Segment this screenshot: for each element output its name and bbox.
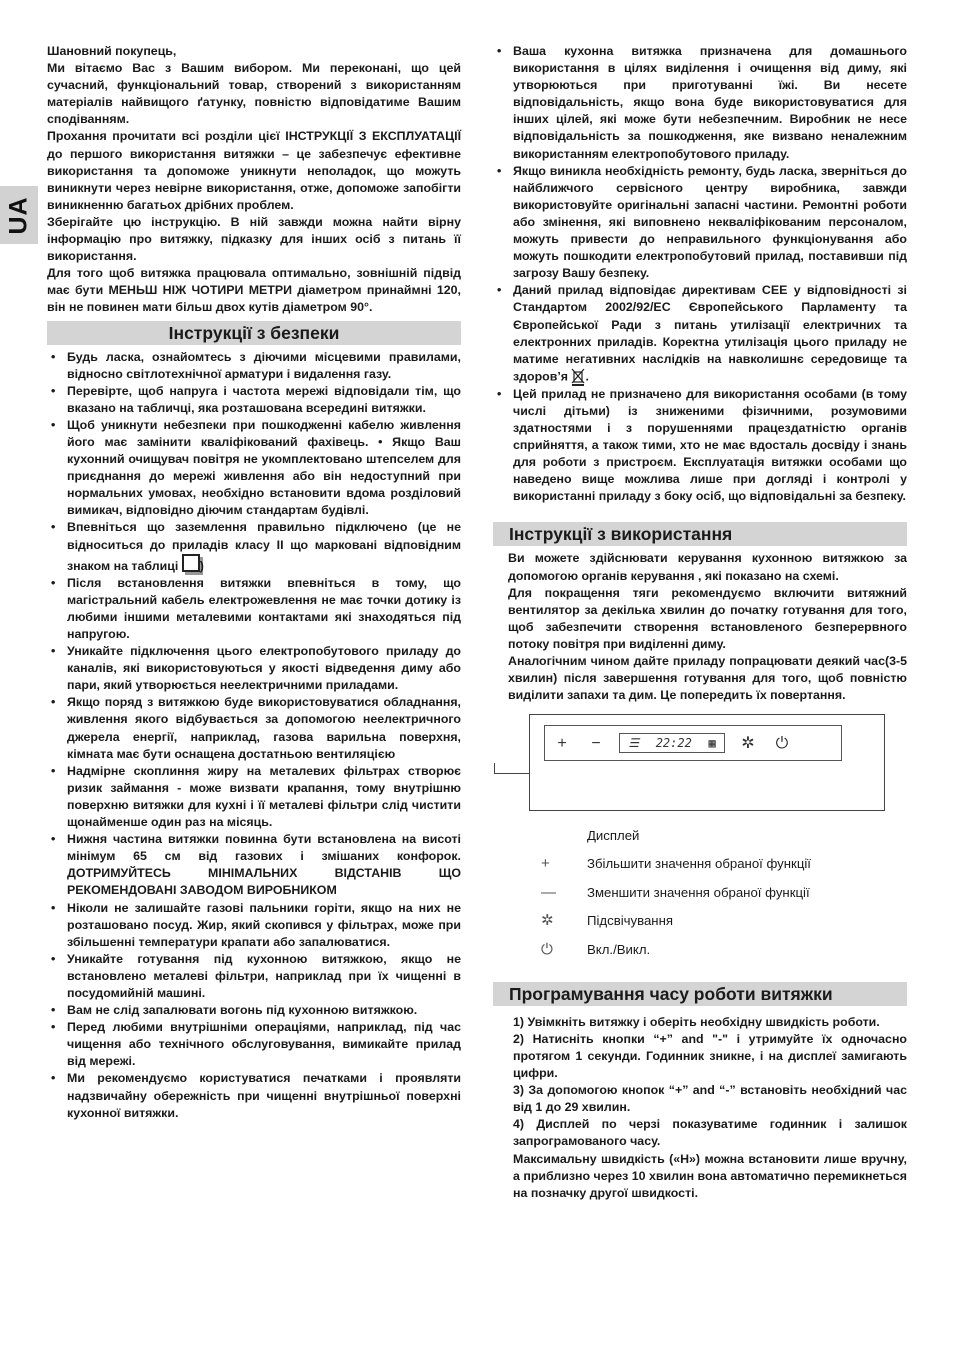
intro-paragraph: Ми вітаємо Вас з Вашим вибором. Ми переконані, що цей сучасний, функціональний товар, створений з використанням матеріалів найвищого ґатунку, повністю відповідатиме Вашим сподіванням. (47, 61, 461, 127)
programming-text (493, 1014, 907, 1202)
power-icon: ⏻ (541, 940, 553, 958)
language-code: UA (4, 195, 33, 235)
legend-item (541, 907, 907, 936)
minus-icon: — (541, 883, 556, 901)
list-item: • Уникайте готування під кухонною витяжкою, якщо не встановлено металеві фільтри, наприклад при їх чищенні в посудомийній машині. (47, 951, 461, 1002)
greeting: Шановний покупець, (47, 44, 177, 58)
legend-item (541, 935, 907, 964)
list-item: • Даний прилад відповідає директивам CEE у відповідності зі Стандартом 2002/92/EC Європейського Парламенту та Європейської Ради з питань утилізації електричних та електронних приладів. Коректна утилізація цього приладу не матиме негативних наслідків на навколишнє середовище та здоров’я . (493, 282, 907, 385)
programming-heading: Програмування часу роботи витяжки (493, 982, 907, 1006)
legend-power: Вкл./Викл. (587, 941, 651, 957)
legend-item (541, 878, 907, 907)
intro-paragraph: Прохання прочитати всі розділи цієї ІНСТРУКЦІЇ З ЕКСПЛУАТАЦІЇ до першого використання витяжки – це забезпечує ефективне використання та допоможе уникнути неполадок, що можуть виникнути через невірне використання, отже, допоможе запобігти виникненню багатьох дрібних проблем. (47, 129, 461, 212)
intro-paragraph: Для того щоб витяжка працювала оптимально, зовнішній підвід має бути МЕНЬШ НІЖ ЧОТИРИ МЕТРИ діаметром принаймні 120, він не повинен мати більш двох кутів діаметром 90°. (47, 266, 461, 315)
usage-paragraph: Ви можете здійснювати керування кухонною витяжкою за допомогою органів керування , які показано на схемі. (508, 551, 907, 583)
light-icon: ✲ (541, 912, 554, 930)
plus-icon: + (541, 855, 550, 873)
list-item: • Якщо виникла необхідність ремонту, будь ласка, зверніться до найближчого сервісного центру виробника, завжди використовуйте оригінальні запасні частини. Ремонтні роботи або змінення, які виповнено некваліфікованим персоналом, можуть привести до неправильного функціонування або можуть пошкодити електропобутовий прилад, поставивши під загрозу Вашу безпеку. (493, 163, 907, 283)
recycle-bin-icon (571, 368, 585, 386)
control-panel-diagram (529, 714, 885, 811)
legend-light: Підсвічування (587, 913, 673, 929)
list-item: • Будь ласка, ознайомтесь з діючими місцевими правилами, відносно світлотехнічної арматури і видалення газу. (47, 349, 461, 383)
panel-display (619, 733, 725, 753)
prog-step: 4) Дисплей по черзі показуватиме годинник і залишок запрограмованого часу. (513, 1117, 907, 1149)
list-item: • Нижня частина витяжки повинна бути встановлена на висоті мінімум 65 см від газових і змішаних конфорок. ДОТРИМУЙТЕСЬ МІНІМАЛЬНИХ ВІДСТАНІВ ЩО РЕКОМЕНДОВАНІ ЗАВОДОМ ВИРОБНИКОМ (47, 831, 461, 899)
list-item: • Цей прилад не призначено для використання особами (в тому числі дітьми) із зниженими фізичними, розумовими здатностями і з порушеннями працездатністю органів сприйняття, а також тими, хто не має вдосталь досвіду і знань для роботи з пристроєм. Експлуатація витяжки особами що наведено вище можлива лише при догляді і контролі у використанні приладу з боку осіб, що відповідальні за безпеку. (493, 386, 907, 506)
plus-icon: + (557, 734, 567, 752)
legend-item (541, 850, 907, 879)
power-icon: ⏻ (775, 734, 789, 752)
usage-paragraph: Для покращення тяги рекомендуємо включити витяжний вентилятор за декілька хвилин до початку готування для того, щоб забезпечити створення встановленого безперервного потоку повітря при виділенні диму. (508, 585, 907, 651)
timer-icon: ▦ (708, 735, 716, 750)
list-item: • Перевірте, щоб напруга і частота мережі відповідали тім, що вказано на табличці, яка розташована всередині витяжки. (47, 383, 461, 417)
list-item: • Після встановлення витяжки впевніться в тому, що магістральний кабель електрожевлення не має точки дотику із любими іншими металевими контактами які знаходяться під напругою. (47, 575, 461, 643)
list-item: • Ми рекомендуємо користуватися печатками і проявляти надзвичайну обережність при чищенні внутрішньої поверхні кухонної витяжки. (47, 1070, 461, 1121)
legend-plus: Збільшити значення обраної функції (587, 856, 811, 872)
intro-paragraph: Зберігайте цю інструкцію. В ній завжди можна найти вірну інформацію про витяжку, підказку для інших осіб з питань її використання. (47, 214, 461, 264)
right-column (493, 43, 907, 1202)
usage-heading: Інструкції з використання (493, 522, 907, 546)
prog-step: 3) За допомогою кнопок “+” and “-” встановіть необхідний час від 1 до 29 хвилин. (513, 1083, 907, 1115)
language-tab (0, 186, 38, 244)
list-item: • Ніколи не залишайте газові пальники горіти, якщо на них не розташовано посуд. Жир, який скопився у фільтрах, може при збільшенні температури крапати або запалюватися. (47, 900, 461, 951)
legend-minus: Зменшити значення обраної функції (587, 884, 810, 900)
prog-step: 1) Увімкніть витяжку і оберіть необхідну швидкість роботи. (513, 1014, 880, 1029)
control-panel (544, 725, 842, 761)
safety-heading: Інструкції з безпеки (47, 321, 461, 345)
legend-display: Дисплей (587, 827, 640, 843)
panel-legend (541, 821, 907, 964)
safety-list (47, 349, 461, 1122)
weee-text: Даний прилад відповідає директивам CEE у відповідності зі Стандартом 2002/92/EC Європейського Парламенту та Європейської Ради з питань утилізації електричних та електронних приладів. Коректна утилізація цього приладу не матиме негативних наслідків на навколишнє середовище та здоров’я (513, 283, 907, 384)
legend-item (541, 821, 907, 850)
grounding-text: Впевніться що заземлення правильно підключено (це не відноситься до приладів класу II що марковані відповідним знаком на таблиці (67, 520, 461, 573)
list-item: • Впевніться що заземлення правильно підключено (це не відноситься до приладів класу II що марковані відповідним знаком на таблиці ) (47, 519, 461, 574)
list-item: • Щоб уникнути небезпеки при пошкодженні кабелю живлення його має замінити кваліфікований фахівець. • Якщо Ваш кухонний очищувач повітря не укомплектовано штепселем для приєднання до мережі живлення або він недоступний при нормальних умовах, необхідно встановити вдома розділовий вимикач, відповідно діючим стандартам будівлі. (47, 417, 461, 520)
usage-text (493, 550, 907, 704)
light-icon: ✲ (741, 734, 755, 752)
list-item: • Ваша кухонна витяжка призначена для домашнього використання в цілях виділення і очищення від диму, які утворюються при приготуванні їжі. Ви несете відповідальність, якщо вона буде використовуватися для інших цілей, які може бути небезпечним. Виробник не несе відповідальність за пошкодження, яке визвано неналежним використанням електропобутового приладу. (493, 43, 907, 163)
list-item: • Уникайте підключення цього електропобутового приладу до каналів, які використовуються у якості відведення диму або пари, який утворюється неелектричними приладами. (47, 643, 461, 694)
left-column (47, 43, 461, 1122)
usage-paragraph: Аналогічним чином дайте приладу попрацювати деякий час(3-5 хвилин) після завершення готування для того, щоб повністю виділити запахи та дим. Це попередить їх повертання. (508, 654, 907, 703)
class-ii-icon (182, 554, 200, 572)
info-list (493, 43, 907, 505)
list-item: • Надмірне скоплиння жиру на металевих фільтрах створює ризик займання - може визвати крапання, тому внутрішню поверхню витяжки для кухні і її металеві фільтри слід чистити щонайменше один раз на місяць. (47, 763, 461, 831)
list-item: • Якщо поряд з витяжкою буде використовуватися обладнання, живлення якого відбувається за допомогою неелектричного джерела енергії, наприклад, газова варильна поверхня, кімната має бути оснащена достатньою вентиляцією (47, 694, 461, 762)
display-digits: 22:22 (655, 735, 692, 750)
fan-speed-icon: ☰ (628, 735, 640, 750)
list-item: • Перед любими внутрішніми операціями, наприклад, під час чищення або технічного обслуговування, вимикайте прилад від мережі. (47, 1019, 461, 1070)
prog-step: 2) Натисніть кнопки “+” and "-" і утримуйте їх одночасно протягом 1 секунди. Годинник зникне, і на дисплеї замигають цифри. (513, 1031, 907, 1081)
prog-step: Максимальну швидкість («H») можна встановити лише вручну, а приблизно через 10 хвилин вона автоматично перемикнеться на позначку другої швидкості. (513, 1151, 907, 1200)
minus-icon: − (591, 734, 601, 752)
list-item: • Вам не слід запалювати вогонь під кухонною витяжкою. (47, 1002, 461, 1019)
